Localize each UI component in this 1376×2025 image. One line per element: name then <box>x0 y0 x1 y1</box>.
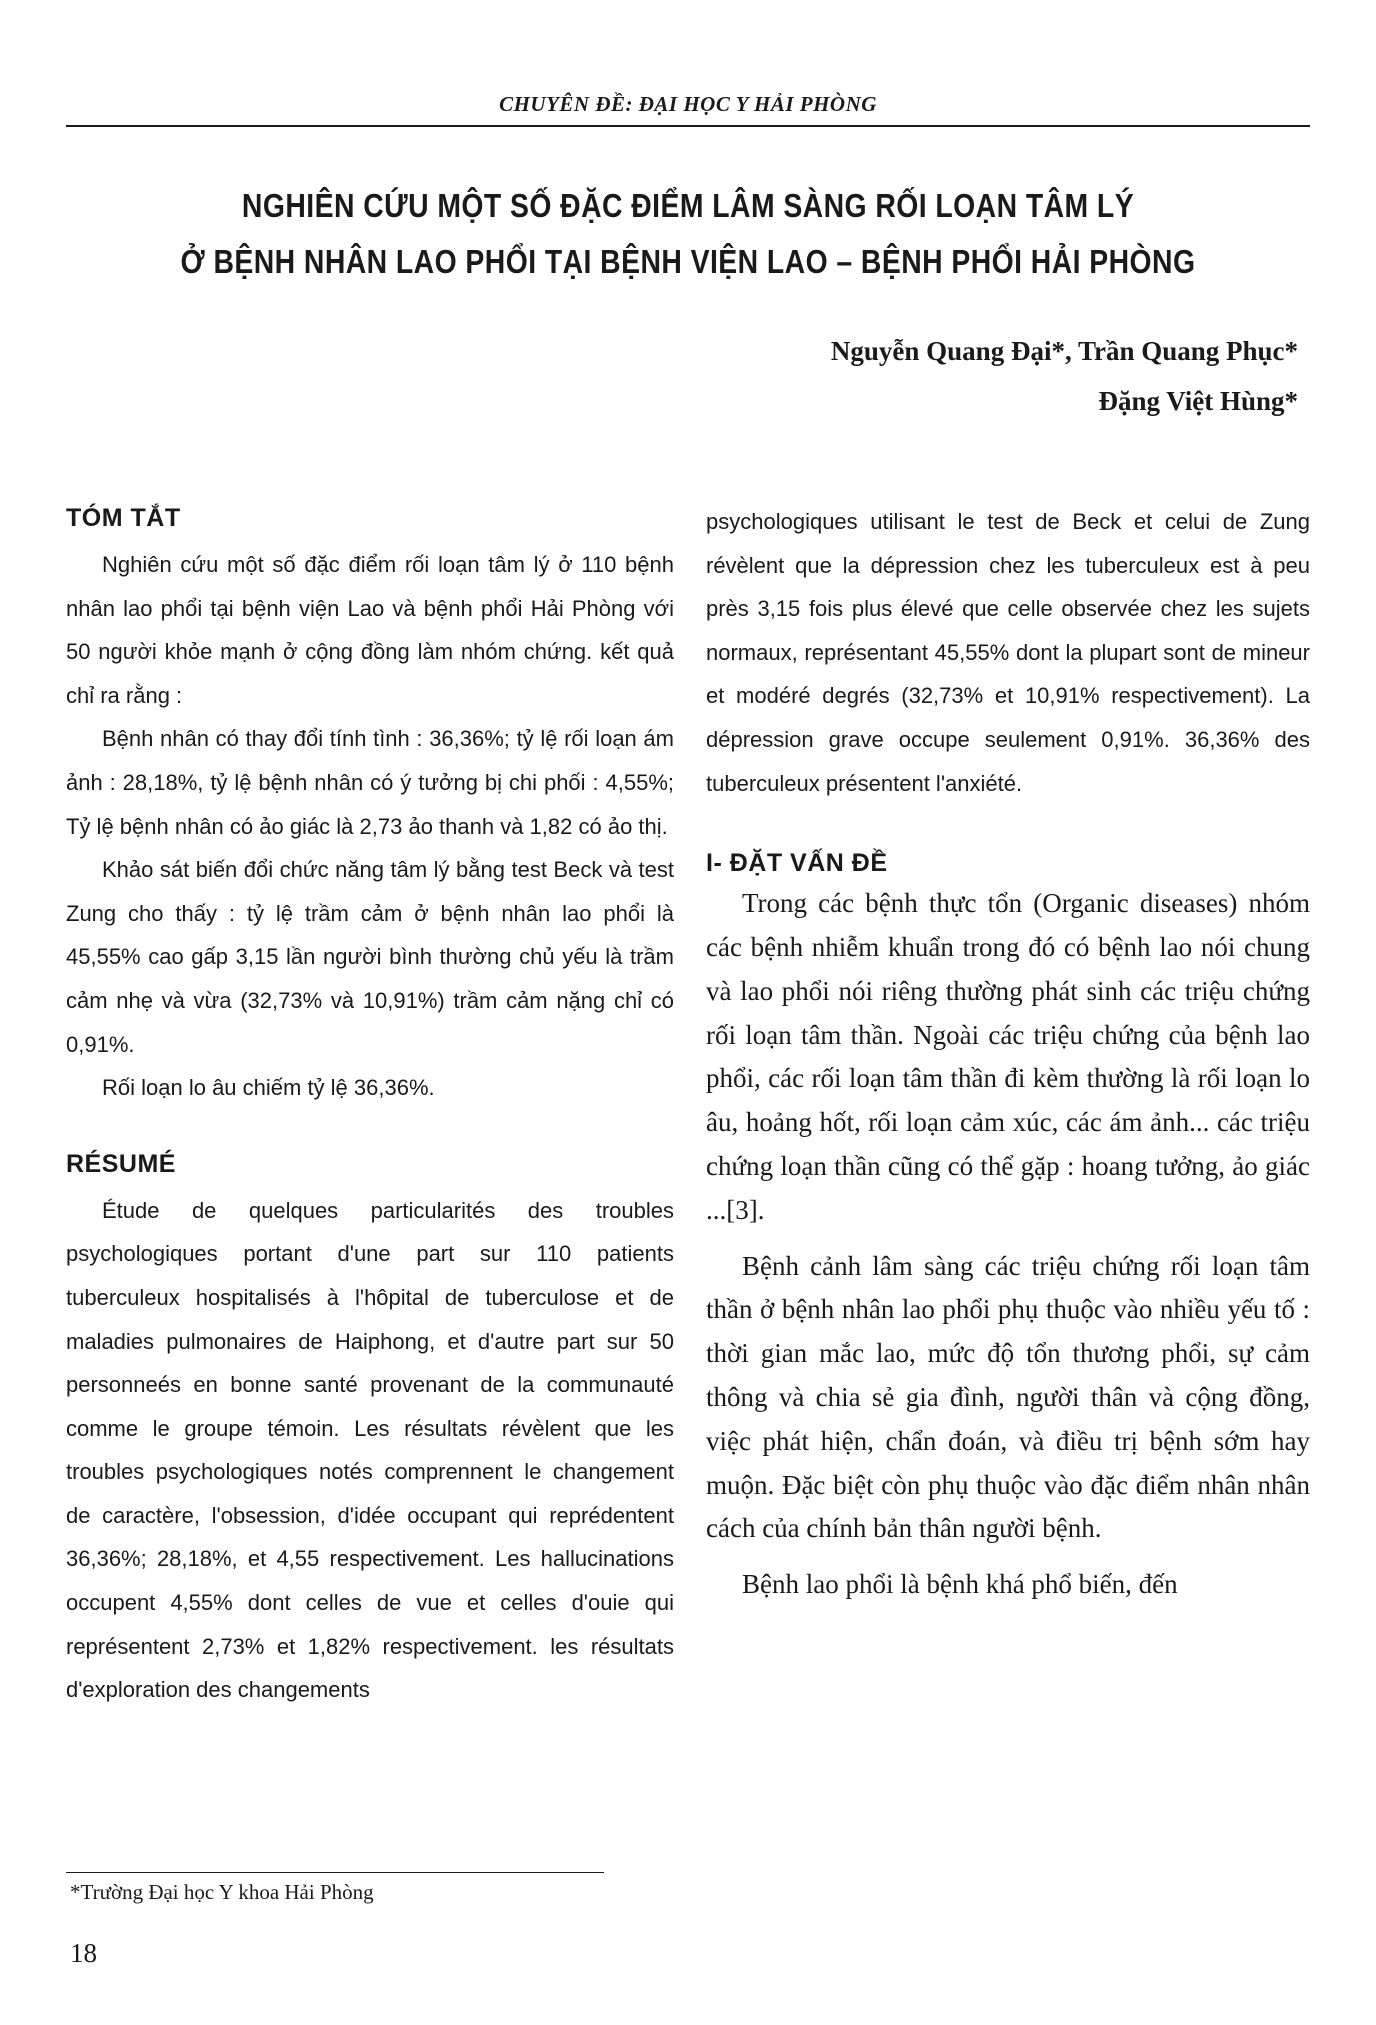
article-title-line-2: Ở BỆNH NHÂN LAO PHỔI TẠI BỆNH VIỆN LAO – BỆNH PHỔI HẢI PHÒNG <box>180 243 1196 280</box>
abstract-fr-paragraph-1-continued: psychologiques utilisant le test de Beck et celui de Zung révèlent que la dépression chez les tuberculeux est à peu près 3,15 fois plus élevé que celle observée chez les sujets normaux, représentant 45,55% dont la plupart sont de mineur et modéré degrés (32,73% et 10,91% respectivement). La dépression grave occupe seulement 0,91%. 36,36% des tuberculeux présentent l'anxiété. <box>706 509 1310 796</box>
left-column <box>66 500 674 1712</box>
section-1-paragraph-1: Trong các bệnh thực tổn (Organic diseases) nhóm các bệnh nhiễm khuẩn trong đó có bệnh lao nói chung và lao phổi nói riêng thường phát sinh các triệu chứng rối loạn tâm thần. Ngoài các triệu chứng của bệnh lao phổi, các rối loạn tâm thần đi kèm thường là rối loạn lo âu, hoảng hốt, rối loạn cảm xúc, các ám ảnh... các triệu chứng loạn thần cũng có thể gặp : hoang tưởng, ảo giác ...[3]. <box>706 888 1310 1225</box>
article-title <box>148 178 1228 290</box>
abstract-vi-paragraph-3: Khảo sát biến đổi chức năng tâm lý bằng test Beck và test Zung cho thấy : tỷ lệ trầm cảm ở bệnh nhân lao phổi là 45,55% cao gấp 3,15 lần người bình thường chủ yếu là trầm cảm nhẹ và vừa (32,73% và 10,91%) trầm cảm nặng chỉ có 0,91%. <box>66 857 674 1057</box>
abstract-fr-heading: RÉSUMÉ <box>66 1149 176 1178</box>
abstract-vi-paragraph-2: Bệnh nhân có thay đổi tính tình : 36,36%; tỷ lệ rối loạn ám ảnh : 28,18%, tỷ lệ bệnh nhân có ý tưởng bị chi phối : 4,55%; Tỷ lệ bệnh nhân có ảo giác là 2,73 ảo thanh và 1,82 có ảo thị. <box>66 726 674 839</box>
footnote-divider <box>66 1872 604 1873</box>
section-1-heading: I- ĐẶT VẤN ĐỀ <box>706 849 888 878</box>
author-list <box>831 326 1298 426</box>
abstract-fr-paragraph-1: Étude de quelques particularités des troubles psychologiques portant d'une part sur 110 patients tuberculeux hospitalisés à l'hôpital de tuberculose et de maladies pulmonaires de Haiphong, et d'autre part sur 50 personneés en bonne santé provenant de la communauté comme le groupe témoin. Les résultats révèlent que les troubles psychologiques notés comprennent le changement de caractère, l'obsession, d'idée occupant qui reprédentent 36,36%; 28,18%, et 4,55 respectivement. Les hallucinations occupent 4,55% dont celles de vue et celles d'ouie qui représentent 2,73% et 1,82% respectivement. les résultats d'exploration des changements <box>66 1197 674 1703</box>
page-number: 18 <box>70 1938 97 1968</box>
right-column <box>706 500 1310 1607</box>
article-title-line-1: NGHIÊN CỨU MỘT SỐ ĐẶC ĐIỂM LÂM SÀNG RỐI LOẠN TÂM LÝ <box>241 187 1135 224</box>
authors-line-1: Nguyễn Quang Đại*, Trần Quang Phục* <box>830 336 1298 366</box>
header-divider <box>66 125 1310 127</box>
authors-line-2: Đặng Việt Hùng* <box>1098 386 1298 416</box>
running-header: CHUYÊN ĐỀ: ĐẠI HỌC Y HẢI PHÒNG <box>499 92 877 116</box>
affiliation-footnote: *Trường Đại học Y khoa Hải Phòng <box>70 1880 374 1904</box>
abstract-vi-paragraph-1: Nghiên cứu một số đặc điểm rối loạn tâm lý ở 110 bệnh nhân lao phổi tại bệnh viện Lao và bệnh phổi Hải Phòng với 50 người khỏe mạnh ở cộng đồng làm nhóm chứng. kết quả chỉ ra rằng : <box>66 552 674 708</box>
section-1-paragraph-2: Bệnh cảnh lâm sàng các triệu chứng rối loạn tâm thần ở bệnh nhân lao phổi phụ thuộc vào nhiều yếu tố : thời gian mắc lao, mức độ tổn thương phổi, sự cảm thông và chia sẻ gia đình, người thân và cộng đồng, việc phát hiện, chẩn đoán, và điều trị bệnh sớm hay muộn. Đặc biệt còn phụ thuộc vào đặc điểm nhân nhân cách của chính bản thân người bệnh. <box>706 1250 1310 1544</box>
abstract-vi-heading: TÓM TẮT <box>66 504 181 532</box>
section-1-paragraph-3: Bệnh lao phổi là bệnh khá phổ biến, đến <box>742 1569 1178 1600</box>
abstract-vi-paragraph-4: Rối loạn lo âu chiếm tỷ lệ 36,36%. <box>102 1075 435 1101</box>
